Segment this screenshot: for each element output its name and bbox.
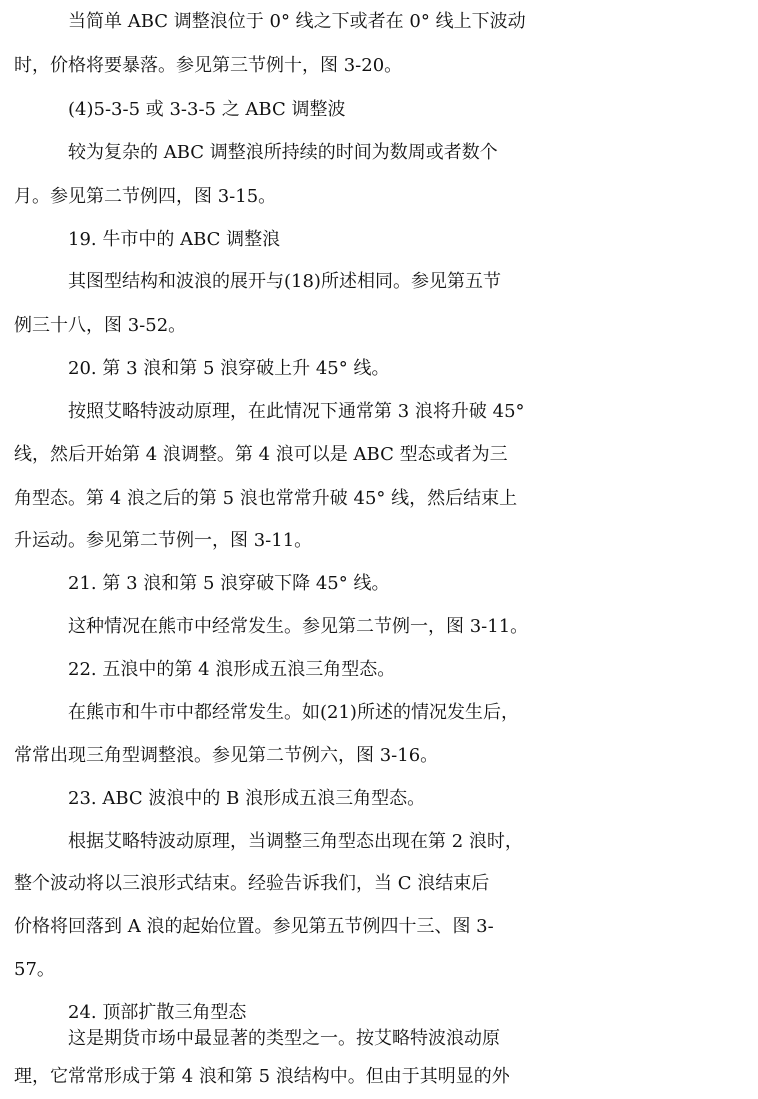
text-line: 这种情况在熊市中经常发生。参见第二节例一，图 3-11。 — [68, 616, 529, 637]
text-line: 月。参见第二节例四，图 3-15。 — [14, 186, 277, 207]
text-line: 线，然后开始第 4 浪调整。第 4 浪可以是 ABC 型态或者为三 — [14, 444, 508, 465]
text-line: 整个波动将以三浪形式结束。经验告诉我们，当 C 浪结束后 — [14, 873, 490, 894]
section-heading: 22. 五浪中的第 4 浪形成五浪三角型态。 — [68, 659, 396, 680]
text-line: 较为复杂的 ABC 调整浪所持续的时间为数周或者数个 — [68, 142, 498, 163]
text-line: 在熊市和牛市中都经常发生。如(21)所述的情况发生后， — [68, 702, 519, 723]
text-line: 当简单 ABC 调整浪位于 0° 线之下或者在 0° 线上下波动 — [68, 11, 526, 32]
text-line: 根据艾略特波动原理，当调整三角型态出现在第 2 浪时， — [68, 831, 523, 852]
section-heading: 20. 第 3 浪和第 5 浪穿破上升 45° 线。 — [68, 358, 390, 379]
section-heading: 24. 顶部扩散三角型态 — [68, 1002, 247, 1023]
text-line: 角型态。第 4 浪之后的第 5 浪也常常升破 45° 线，然后结束上 — [14, 488, 518, 509]
text-line: 这是期货市场中最显著的类型之一。按艾略特波浪动原 — [68, 1028, 500, 1049]
section-heading: 23. ABC 波浪中的 B 浪形成五浪三角型态。 — [68, 788, 426, 809]
section-heading: (4)5-3-5 或 3-3-5 之 ABC 调整波 — [68, 99, 346, 120]
text-line: 时，价格将要暴落。参见第三节例十，图 3-20。 — [14, 55, 403, 76]
text-line: 常常出现三角型调整浪。参见第二节例六，图 3-16。 — [14, 745, 439, 766]
section-heading: 21. 第 3 浪和第 5 浪穿破下降 45° 线。 — [68, 573, 390, 594]
text-line: 例三十八，图 3-52。 — [14, 315, 187, 336]
text-line: 价格将回落到 A 浪的起始位置。参见第五节例四十三、图 3- — [14, 916, 494, 937]
section-heading: 19. 牛市中的 ABC 调整浪 — [68, 229, 281, 250]
text-line: 按照艾略特波动原理，在此情况下通常第 3 浪将升破 45° — [68, 401, 525, 422]
text-line: 57。 — [14, 959, 55, 980]
text-line: 其图型结构和波浪的展开与(18)所述相同。参见第五节 — [68, 271, 501, 292]
text-line: 理，它常常形成于第 4 浪和第 5 浪结构中。但由于其明显的外 — [14, 1066, 510, 1087]
text-line: 升运动。参见第二节例一，图 3-11。 — [14, 530, 313, 551]
